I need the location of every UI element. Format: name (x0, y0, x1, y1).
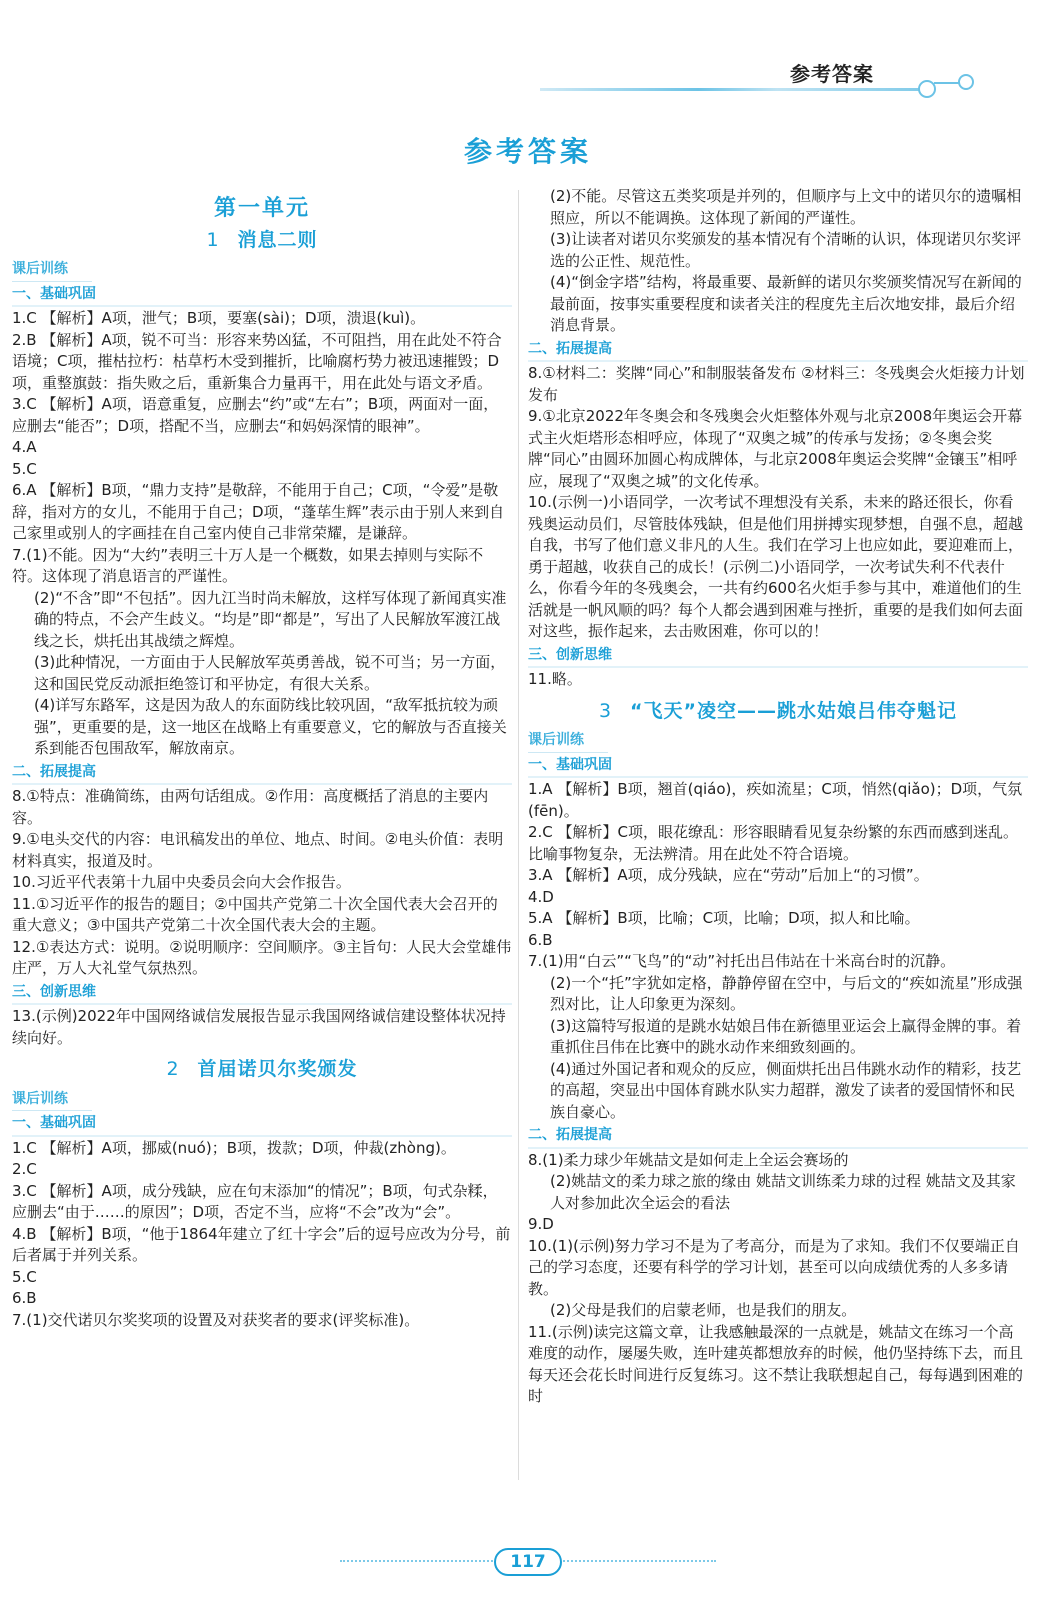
answer-item: 11.略。 (528, 670, 582, 688)
answer-item: 9.①北京2022年冬奥会和冬残奥会火炬整体外观与北京2008年奥运会开幕式主火炬塔形态相呼应，体现了“双奥之城”的传承与发扬；②冬奥会奖牌“同心”由圆环加圆心构成牌体，与北京2008年奥运会奖牌“金镶玉”相呼应，展现了“双奥之城”的文化传承。 (528, 407, 1023, 490)
answer-item: 10.(1)(示例)努力学习不是为了考高分，而是为了求知。我们不仅要端正自己的学习态度，还要有科学的学习计划，甚至可以向成绩优秀的人多多请教。 (528, 1236, 1020, 1298)
answer-item: 8.①特点：准确简练，由两句话组成。②作用：高度概括了消息的主要内容。 (12, 787, 489, 827)
section-tag: 课后训练 (12, 259, 92, 282)
answer-list (528, 669, 1028, 691)
left-column (12, 186, 512, 1331)
answer-item: 13.(示例)2022年中国网络诚信发展报告显示我国网络诚信建设整体状况持续向好。 (12, 1007, 506, 1047)
answer-item: 1.C 【解析】A项，泄气；B项，要塞(sài)；D项，溃退(kuì)。 (12, 309, 426, 327)
lesson-title (528, 701, 1028, 723)
answer-item: 3.A 【解析】A项，成分残缺，应在“劳动”后加上“的习惯”。 (528, 866, 929, 884)
header-rule-stub (934, 82, 960, 84)
answer-item: (2)“不含”即“不包括”。因九江当时尚未解放，这样写体现了新闻真实准确的特点，不会产生歧义。“均是”即“都是”，写出了人民解放军渡江战线之长，烘托出其战绩之辉煌。 (34, 588, 507, 650)
page-header (0, 0, 1056, 110)
answer-item: 4.A (12, 438, 37, 456)
answer-item: 6.B (528, 930, 553, 949)
answer-item: 5.C (12, 1267, 37, 1286)
lesson-title (12, 1059, 512, 1081)
answer-item: 7.(1)交代诺贝尔奖奖项的设置及对获奖者的要求(评奖标准)。 (12, 1310, 420, 1329)
answer-item: 3.C 【解析】A项，语意重复，应删去“约”或“左右”；B项，两面对一面，应删去“能否”；D项，搭配不当，应删去“和妈妈深情的眼神”。 (12, 395, 499, 435)
lesson-number: 1 (206, 228, 220, 251)
answer-item: 8.(1)柔力球少年姚喆文是如何走上全运会赛场的 (528, 1150, 849, 1169)
section-heading: 三、创新思维 (528, 645, 1028, 669)
header-title: 参考答案 (790, 62, 874, 86)
section-tag: 课后训练 (12, 1089, 92, 1112)
answer-list (528, 363, 1028, 643)
answer-list (528, 779, 1028, 1123)
answer-item: 4.D (528, 887, 554, 906)
answer-item: (4)详写东路军，这是因为敌人的东面防线比较巩固，“敌军抵抗较为顽强”，更重要的是，这一地区在战略上有重要意义，它的解放与否直接关系到能否包围敌军，解放南京。 (34, 696, 507, 757)
lesson-name: 首届诺贝尔奖颁发 (197, 1058, 358, 1080)
page-number-label: 117 (494, 1548, 562, 1576)
answer-list (12, 786, 512, 980)
section-heading: 二、拓展提高 (528, 1125, 1028, 1149)
answer-item: 4.B 【解析】B项，“他于1864年建立了红十字会”后的逗号应改为分号，前后者属于并列关系。 (12, 1224, 511, 1264)
answer-item: (2)姚喆文的柔力球之旅的缘由 姚喆文训练柔力球的过程 姚喆文及其家人对参加此次全运会的看法 (550, 1172, 1016, 1212)
lesson-name: 消息二则 (237, 228, 318, 251)
answer-item: 2.C (12, 1160, 37, 1178)
answer-item: 6.B (12, 1289, 37, 1307)
section-heading: 三、创新思维 (12, 982, 512, 1006)
column-divider (518, 190, 519, 1480)
answer-item: (2)不能。尽管这五类奖项是并列的，但顺序与上文中的诺贝尔的遗嘱相照应，所以不能调换。这体现了新闻的严谨性。 (550, 187, 1022, 227)
answer-item: (2)父母是我们的启蒙老师，也是我们的朋友。 (550, 1301, 857, 1319)
answer-item: (4)“倒金字塔”结构，将最重要、最新鲜的诺贝尔奖颁奖情况写在新闻的最前面，按事实重要程度和读者关注的程度先主后次地安排，最后介绍消息背景。 (550, 273, 1022, 334)
answer-item: 6.A 【解析】B项，“鼎力支持”是敬辞，不能用于自己；C项，“令爱”是敬辞，指对方的女儿，不能用于自己；D项，“蓬荜生辉”表示由于别人来到自己家里或别人的字画挂在自己室内使自己非常荣耀，是谦辞。 (12, 481, 505, 542)
section-heading: 一、基础巩固 (12, 1113, 512, 1137)
answer-item: 9.D (528, 1215, 554, 1233)
unit-title: 第一单元 (213, 196, 310, 221)
answer-item: (3)此种情况，一方面由于人民解放军英勇善战，锐不可当；另一方面，这和国民党反动派拒绝签订和平协定，有很大关系。 (34, 653, 506, 693)
header-rule (540, 88, 935, 91)
answer-item: (3)让读者对诺贝尔奖颁发的基本情况有个清晰的认识，体现诺贝尔奖评选的公正性、规范性。 (550, 230, 1022, 270)
section-heading: 一、基础巩固 (12, 284, 512, 308)
header-circle-icon (918, 80, 936, 98)
lesson-title (12, 230, 512, 252)
lesson-number: 3 (598, 699, 613, 722)
answer-item: (4)通过外国记者和观众的反应，侧面烘托出吕伟跳水动作的精彩，技艺的高超，突显出中国体育跳水队实力超群，激发了读者的爱国情怀和民族自豪心。 (550, 1059, 1022, 1121)
answer-item: 9.①电头交代的内容：电讯稿发出的单位、地点、时间。②电头价值：表明材料真实，报道及时。 (12, 830, 504, 870)
section-heading: 二、拓展提高 (12, 762, 512, 786)
answer-list (12, 308, 512, 760)
lesson-number: 2 (166, 1058, 180, 1080)
answer-list (12, 1006, 512, 1049)
answer-list (528, 186, 1028, 337)
main-title: 参考答案 (463, 135, 592, 168)
answer-item: 11.①习近平作的报告的题目；②中国共产党第二十次全国代表大会召开的重大意义；③中国共产党第二十次全国代表大会的主题。 (12, 894, 498, 934)
section-heading: 二、拓展提高 (528, 339, 1028, 363)
answer-item: 12.①表达方式：说明。②说明顺序：空间顺序。③主旨句：人民大会堂雄伟庄严，万人大礼堂气氛热烈。 (12, 937, 512, 977)
answer-item: 8.①材料二：奖牌“同心”和制服装备发布 ②材料三：冬残奥会火炬接力计划发布 (528, 364, 1025, 404)
answer-item: 1.A 【解析】B项，翘首(qiáo)，疾如流星；C项，悄然(qiǎo)；D项，气氛(fēn)。 (528, 780, 1023, 820)
section-heading: 一、基础巩固 (528, 755, 1028, 779)
answer-item: (2)一个“托”字犹如定格，静静停留在空中，与后文的“疾如流星”形成强烈对比，让人印象更为深刻。 (550, 973, 1023, 1013)
answer-item: 3.C 【解析】A项，成分残缺，应在句末添加“的情况”；B项，句式杂糅，应删去“由于……的原因”；D项，否定不当，应将“不会”改为“会”。 (12, 1181, 498, 1221)
answer-list (12, 1138, 512, 1332)
answer-item: 10.习近平代表第十九届中央委员会向大会作报告。 (12, 873, 351, 891)
answer-item: 2.B 【解析】A项，锐不可当：形容来势凶猛，不可阻挡，用在此处不符合语境；C项，摧枯拉朽：枯草朽木受到摧折，比喻腐朽势力被迅速摧毁；D项，重整旗鼓：指失败之后，重新集合力量再干，用在此处与语文矛盾。 (12, 330, 502, 392)
answer-item: (3)这篇特写报道的是跳水姑娘吕伟在新德里亚运会上赢得金牌的事。着重抓住吕伟在比赛中的跳水动作来细致刻画的。 (550, 1016, 1022, 1056)
section-tag: 课后训练 (528, 730, 608, 753)
answer-item: 5.C (12, 459, 37, 478)
answer-item: 7.(1)用“白云”“飞鸟”的“动”衬托出吕伟站在十米高台时的沉静。 (528, 952, 956, 970)
lesson-name: “飞天”凌空——跳水姑娘吕伟夺魁记 (630, 699, 958, 722)
answer-item: 1.C 【解析】A项，挪威(nuó)；B项，拨款；D项，仲裁(zhòng)。 (12, 1138, 456, 1157)
answer-item: 11.(示例)读完这篇文章，让我感触最深的一点就是，姚喆文在练习一个高难度的动作，屡屡失败，连叶建英都想放弃的时候，他仍坚持练下去，而且每天还会花长时间进行反复练习。这不禁让我联想起自己，每每遇到困难的时 (528, 1322, 1024, 1405)
page-number (0, 1548, 1056, 1576)
answer-item: 5.A 【解析】B项，比喻；C项，比喻；D项，拟人和比喻。 (528, 909, 920, 927)
answer-item: 10.(示例一)小语同学，一次考试不理想没有关系，未来的路还很长，你看残奥运动员们，尽管肢体残缺，但是他们用拼搏实现梦想，自强不息，超越自我，书写了他们意义非凡的人生。我们在学习上也应如此，要迎难而上，勇于超越，收获自己的成长！(示例二)小语同学，一次考试失利不代表什么，你看今年的冬残奥会，一共有约600名火炬手参与其中，难道他们的生活就是一帆风顺的吗？每个人都会遇到困难与挫折，重要的是我们如何去面对这些，振作起来，去击败困难，你可以的！ (528, 493, 1024, 640)
answer-item: 2.C 【解析】C项，眼花缭乱：形容眼睛看见复杂纷繁的东西而感到迷乱。比喻事物复杂，无法辨清。用在此处不符合语境。 (528, 823, 1019, 863)
header-circle-icon (958, 74, 974, 90)
answer-item: 7.(1)不能。因为“大约”表明三十万人是一个概数，如果去掉则与实际不符。这体现了消息语言的严谨性。 (12, 545, 484, 585)
right-column (528, 186, 1028, 1408)
answer-list (528, 1150, 1028, 1408)
